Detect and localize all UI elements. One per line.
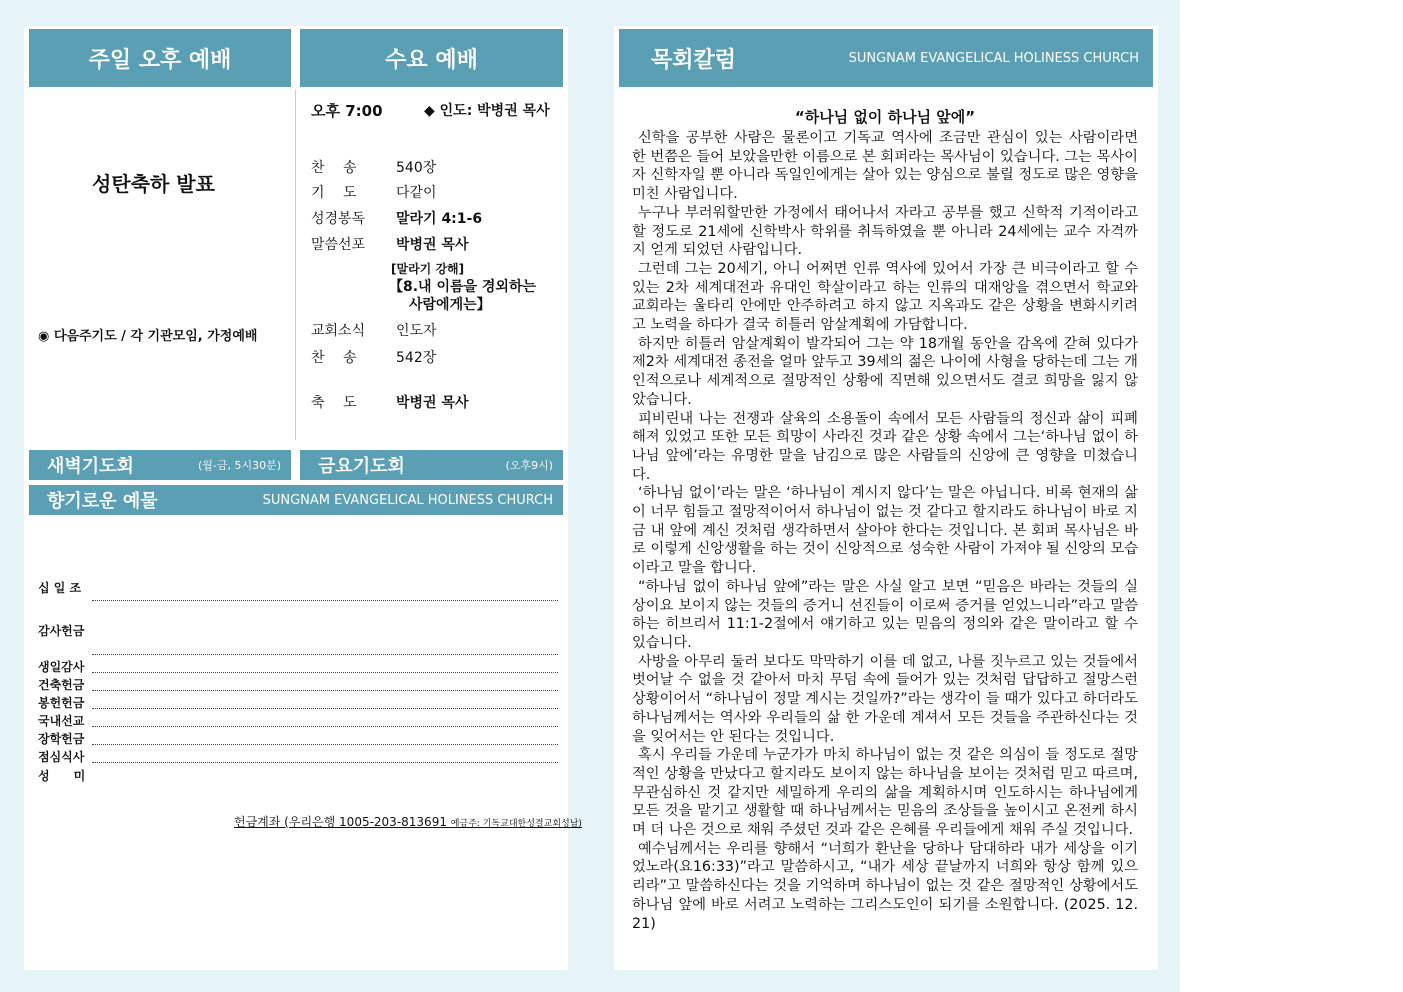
offering-line [92,708,558,709]
order-label: 찬 송 [311,350,357,366]
offering-line [92,690,558,691]
service-leader: ◆ 인도: 박병권 목사 [424,103,550,119]
order-label: 교회소식 [311,323,366,339]
column-paragraph: “하나님 없이 하나님 앞에”라는 말은 사실 알고 보면 “믿음은 바라는 것들의 실상이요 보이지 않는 것들의 증거니 선진들이 이로써 증거를 얻었느니라”라고 말씀하는 히브리서 11:1-2절에서 얘기하고 있는 믿음의 정의와 같은 말이라고 할 수 있습니다. [632,578,1138,651]
order-value: 박병권 목사 [396,237,469,253]
order-label: 기 도 [311,185,357,201]
column-church-name: SUNGNAM EVANGELICAL HOLINESS CHURCH [848,50,1139,66]
offering-item: 장학헌금 [38,732,85,746]
column-paragraph: 혹시 우리들 가운데 누군가가 마치 하나님이 없는 것 같은 의심이 들 정도로 절망적인 상황을 만났다고 할지라도 보이지 않는 하나님을 보이는 것처럼 믿고 따르며, 무관심하신 것 같지만 세밀하게 우리의 삶을 계획하시며 인도하시는 하나님에게 모든 것을 맡기고 생활할 때 하나님께서는 믿음의 조상들을 높이시고 온전케 하시며 더 나은 것으로 채워 주셨던 것과 같은 은혜를 우리들에게 채워 주실 것입니다. [632,747,1138,839]
offering-line [92,654,558,655]
friday-prayer-bar [300,450,563,480]
bank-account-number: 헌금계좌 (우리은행 1005-203-813691 [234,815,447,829]
account-holder: 예금주: 기독교대한성결교회성남) [450,819,582,829]
column-paragraph: 피비린내 나는 전쟁과 살육의 소용돌이 속에서 모든 사람들의 정신과 삶이 피폐해져 있었고 또한 모든 희망이 사라진 것과 같은 상황 속에서 그는‘하나님 없이 하나님 앞에’라는 유명한 말을 남김으로 많은 사람들의 신앙에 큰 영향을 미쳤습니다. [632,410,1138,483]
offering-line [92,600,558,601]
dawn-prayer-label: 새벽기도회 [47,456,134,477]
column-header-bar [619,29,1153,87]
next-week-prayer-note: ◉ 다음주기도 / 각 기관모임, 가정예배 [38,329,258,344]
column-paragraph: 그런데 그는 20세기, 아니 어쩌면 인류 역사에 있어서 가장 큰 비극이라고 할 수 있는 2차 세계대전과 유대인 학살이라고 하는 인류의 대재앙을 겪으면서 학교와 교회라는 울타리 안에만 안주하려고 하지 않고 지옥과도 같은 상황을 변화시키려고 노력을 하다가 결국 히틀러 암살계획에 가담합니다. [632,260,1138,334]
dawn-prayer-bar [29,450,291,480]
order-label: 말씀선포 [311,237,366,253]
offering-bar [29,485,563,515]
sermon-title-line2: 사람에게는】 [409,297,491,313]
offering-item: 생일감사 [38,660,85,674]
order-label: 축 도 [311,395,357,411]
service-time: 오후 7:00 [311,102,383,120]
offering-item: 건축헌금 [38,678,85,692]
friday-prayer-time: (오후9시) [505,459,553,472]
dawn-prayer-time: (월-금, 5시30분) [197,459,281,472]
order-value: 540장 [396,160,437,176]
column-header-label: 목회칼럼 [651,47,737,73]
offering-label: 향기로운 예물 [47,491,158,512]
column-paragraph: 누구나 부러워할만한 가정에서 태어나서 자라고 공부를 했고 신학적 기적이라고 할 정도로 21세에 신학박사 학위를 취득하였을 뿐 아니라 24세에는 교수 자격까지 얻게 되었던 사람입니다. [632,204,1138,259]
offering-line [92,726,558,727]
bank-account [234,813,582,830]
friday-prayer-label: 금요기도회 [318,456,405,477]
offering-item: 십 일 조 [38,581,82,595]
column-title: “하나님 없이 하나님 앞에” [794,108,976,126]
offering-line [92,672,558,673]
offering-item: 점심식사 [38,750,85,764]
column-paragraph: ‘하나님 없이’라는 말은 ‘하나님이 계시지 않다’는 말은 아닙니다. 비록 현재의 삶이 너무 힘들고 절망적이어서 하나님이 없는 것 같다고 할지라도 하나님이 바로 지금 내 앞에 계신 것처럼 생각하면서 살아야 한다는 것입니다. 본 회퍼 목사님은 바로 이렇게 신앙생활을 하는 것이 신앙적으로 성숙한 사람이 가져야 될 신앙의 모습이라고 말을 합니다. [632,485,1138,577]
order-value: 박병권 목사 [396,395,469,411]
sermon-series: [말라기 강해] [391,262,465,276]
sunday-service-header: 주일 오후 예배 [29,29,291,87]
wednesday-service-header: 수요 예배 [300,29,563,87]
offering-line [92,762,558,763]
sunday-event: 성탄축하 발표 [92,172,215,196]
offering-item: 봉헌헌금 [38,696,85,710]
offering-item: 성 미 [38,769,86,783]
order-label: 성경봉독 [311,211,366,227]
order-value: 인도자 [396,323,437,339]
order-value: 542장 [396,350,437,366]
order-value: 다같이 [396,185,437,201]
church-name: SUNGNAM EVANGELICAL HOLINESS CHURCH [262,492,553,508]
order-label: 찬 송 [311,160,357,176]
column-paragraph: 하지만 히틀러 암살계획이 발각되어 그는 약 18개월 동안을 감옥에 갇혀 있다가 제2차 세계대전 종전을 얼마 앞두고 39세의 젊은 나이에 사형을 당하는데 그는 개인적으로나 세계적으로 절망적인 상황에 직면해 있으면서도 결코 희망을 잃지 않았습니다. [632,335,1138,408]
offering-item: 감사헌금 [38,624,85,638]
column-paragraph: 사방을 아무리 둘러 보다도 막막하기 이를 데 없고, 나를 짓누르고 있는 것들에서 벗어날 수 없을 것 같아서 마치 무덤 속에 들어가 있는 것처럼 답답하고 절망스런 상황이어서 “하나님이 정말 계시는 것일까?”라는 생각이 들 때가 있다고 하더라도 하나님께서는 역사와 우리들의 삶 한 가운데 계셔서 모든 것들을 주관하신다는 것을 잊어서는 안 된다는 것입니다. [632,653,1138,745]
column-body [632,129,1138,933]
order-value: 말라기 4:1-6 [396,211,483,227]
offering-line [92,744,558,745]
sermon-title-line1: 【8.내 이름을 경외하는 [389,279,536,295]
offering-item: 국내선교 [38,714,85,728]
column-paragraph: 예수님께서는 우리를 향해서 “너희가 환난을 당하나 담대하라 내가 세상을 이기었노라(요16:33)”라고 말씀하시고, “내가 세상 끝날까지 너희와 항상 함께 있으리라”고 말씀하신다는 것을 기억하며 하나님이 없는 것 같은 절망적인 상황에서도 하나님 앞에 바로 서려고 노력하는 그리스도인이 되기를 소원합니다. (2025. 12. 21) [632,840,1138,932]
column-divider [295,90,296,440]
column-paragraph: 신학을 공부한 사람은 물론이고 기독교 역사에 조금만 관심이 있는 사람이라면 한 번쯤은 들어 보았을만한 이름으로 본 회퍼라는 목사님이 있습니다. 그는 목사이자 신학자일 뿐 아니라 독일인에게는 살아 있는 양심으로 불릴 정도로 많은 영향을 미친 사람입니다. [632,130,1138,203]
